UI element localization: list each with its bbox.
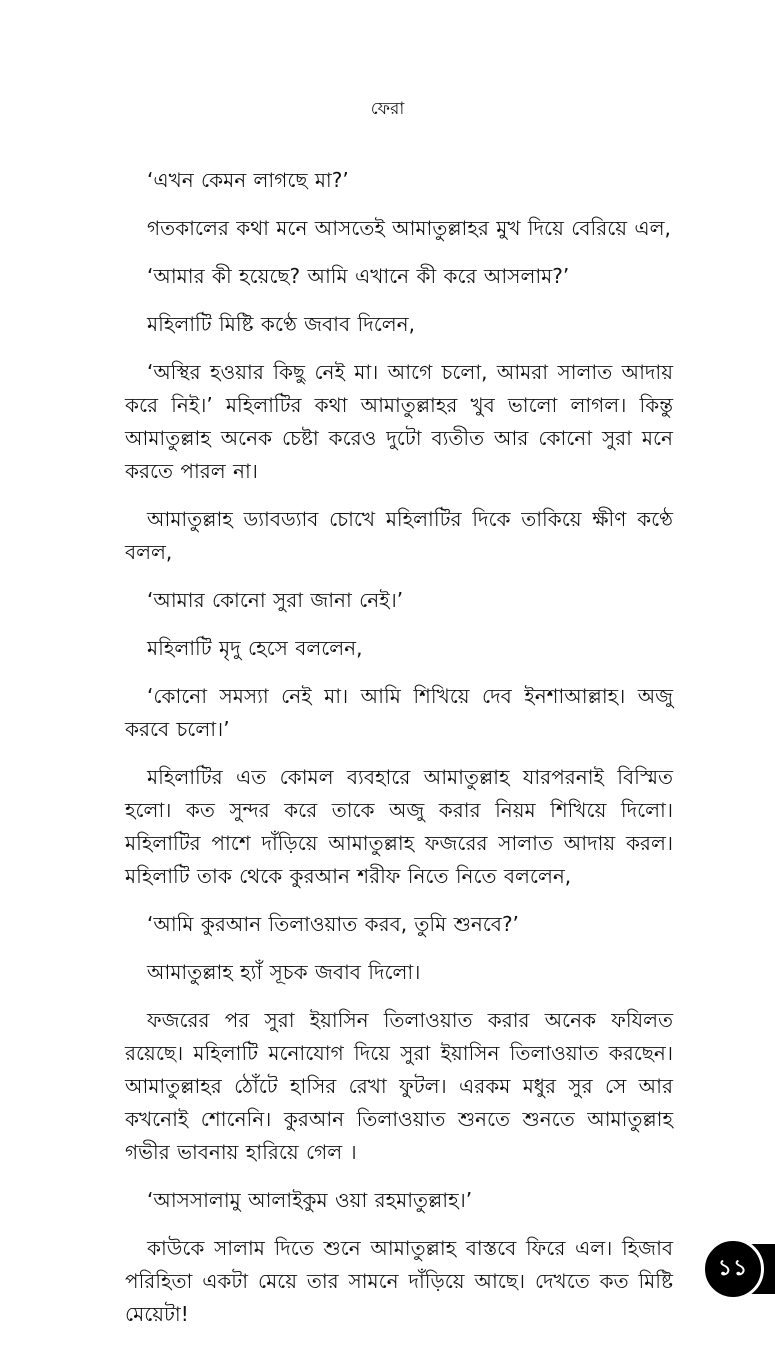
paragraph: গতকালের কথা মনে আসতেই আমাতুল্লাহর মুখ দিয়ে বেরিয়ে এল,	[147, 216, 671, 240]
paragraph: ফজরের পর সুরা ইয়াসিন তিলাওয়াত করার অনেক ফযিলত রয়েছে। মহিলাটি মনোযোগ দিয়ে সুরা ইয়াসিন তিলাওয়াত করছেন। আমাতুল্লাহর ঠোঁটে হাসির রেখা ফুটল। এরকম মধুর সুর সে আর কখনোই শোনেনি। কুরআন তিলাওয়াত শুনতে শুনতে আমাতুল্লাহ গভীর ভাবনায় হারিয়ে গেল ।	[125, 1008, 673, 1164]
body-text	[125, 164, 673, 1346]
paragraph: মহিলাটির এত কোমল ব্যবহারে আমাতুল্লাহ যারপরনাই বিস্মিত হলো। কত সুন্দর করে তাকে অজু করার নিয়ম শিখিয়ে দিলো। মহিলাটির পাশে দাঁড়িয়ে আমাতুল্লাহ ফজরের সালাত আদায় করল। মহিলাটি তাক থেকে কুরআন শরীফ নিতে নিতে বললেন,	[125, 765, 673, 888]
paragraph: ‘কোনো সমস্যা নেই মা। আমি শিখিয়ে দেব ইনশাআল্লাহ। অজু করবে চলো।’	[125, 684, 673, 741]
paragraph: মহিলাটি মিষ্টি কণ্ঠে জবাব দিলেন,	[147, 312, 415, 336]
paragraph: আমাতুল্লাহ ড্যাবড্যাব চোখে মহিলাটির দিকে তাকিয়ে ক্ষীণ কণ্ঠে বলল,	[125, 507, 673, 564]
paragraph: ‘অস্থির হওয়ার কিছু নেই মা। আগে চলো, আমরা সালাত আদায় করে নিই।’ মহিলাটির কথা আমাতুল্লাহর খুব ভালো লাগল। কিন্তু আমাতুল্লাহ অনেক চেষ্টা করেও দুটো ব্যতীত আর কোনো সুরা মনে করতে পারল না।	[125, 360, 673, 483]
page-number-badge	[702, 1238, 764, 1300]
paragraph: ‘আমার কী হয়েছে? আমি এখানে কী করে আসলাম?’	[147, 264, 570, 288]
paragraph: আমাতুল্লাহ হ্যাঁ সূচক জবাব দিলো।	[147, 960, 421, 984]
paragraph: ‘আমার কোনো সুরা জানা নেই।’	[147, 588, 404, 612]
paragraph: কাউকে সালাম দিতে শুনে আমাতুল্লাহ বাস্তবে ফিরে এল। হিজাব পরিহিতা একটা মেয়ে তার সামনে দাঁড়িয়ে আছে। দেখতে কত মিষ্টি মেয়েটা!	[125, 1236, 673, 1326]
running-header: ফেরা	[370, 99, 405, 119]
page-number: ১১	[717, 1255, 749, 1281]
paragraph: ‘আসসালামু আলাইকুম ওয়া রহমাতুল্লাহ।’	[147, 1188, 473, 1212]
paragraph: মহিলাটি মৃদু হেসে বললেন,	[147, 636, 363, 660]
paragraph: ‘আমি কুরআন তিলাওয়াত করব, তুমি শুনবে?’	[147, 912, 519, 936]
paragraph: ‘এখন কেমন লাগছে মা?’	[147, 168, 349, 192]
